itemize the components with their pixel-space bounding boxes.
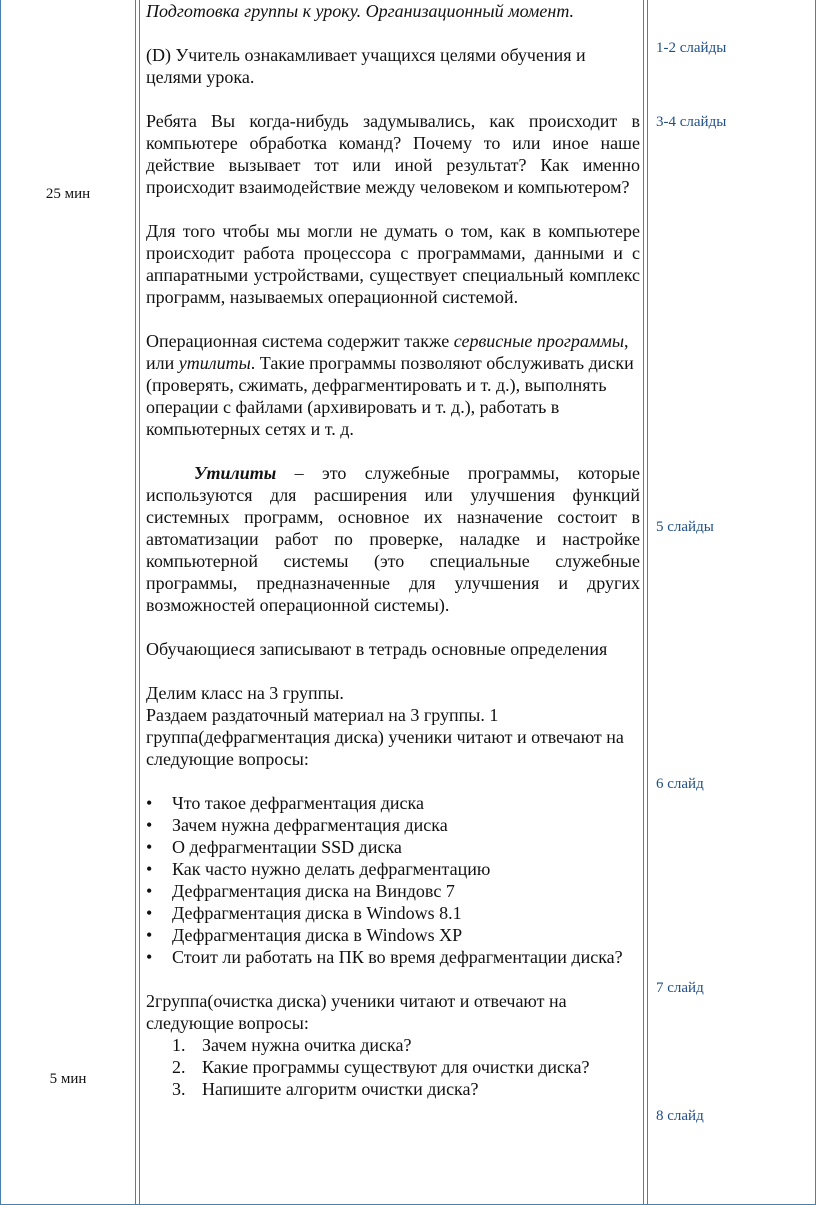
slide-ref: 5 слайды [656, 519, 714, 535]
slide-ref: 3-4 слайды [656, 114, 727, 130]
list-item: • Зачем нужна дефрагментация диска [146, 814, 640, 836]
table-border-left [0, 0, 1, 1205]
list-item: • Стоит ли работать на ПК во время дефрагментации диска? [146, 946, 640, 968]
group1-question-list [146, 792, 640, 968]
groups-line: Делим класс на 3 группы. [146, 683, 344, 703]
slide-ref: 7 слайд [656, 980, 704, 996]
questions-paragraph: Ребята Вы когда-нибудь задумывались, как происходит в компьютере обработка команд? Почему то или иное наше действие вызывает тот или иной результат? Как именно происходит взаимодействие между человеком и компьютером? [146, 111, 640, 197]
service-programs-paragraph: Операционная система содержит также сервисные программы, или утилиты. Такие программы позволяют обслуживать диски (проверять, сжимать, дефрагментировать и т. д.), выполнять операции с файлами (архивировать и т. д.), работать в компьютерных сетях и т. д. [146, 331, 634, 439]
notebook-paragraph: Обучающиеся записывают в тетрадь основные определения [146, 639, 608, 659]
table-border-col1 [135, 0, 140, 1205]
group2-question-list [146, 1034, 640, 1100]
slide-ref: 8 слайд [656, 1108, 704, 1124]
time-cell: 5 мин [49, 1071, 87, 1087]
list-item: • Дефрагментация диска в Windows XP [146, 924, 640, 946]
utilities-term: Утилиты [194, 463, 277, 483]
section-heading: Подготовка группы к уроку. Организационный момент. [146, 1, 575, 21]
list-item: 3. Напишите алгоритм очистки диска? [172, 1079, 479, 1099]
goals-paragraph: (D) Учитель ознакамливает учащихся целями обучения и целями урока. [146, 45, 586, 87]
list-item: • Дефрагментация диска в Windows 8.1 [146, 902, 640, 924]
slide-ref: 1-2 слайды [656, 40, 727, 56]
list-item: • Как часто нужно делать дефрагментацию [146, 858, 640, 880]
handout-paragraph: Раздаем раздаточный материал на 3 группы. 1 группа(дефрагментация диска) ученики читают и отвечают на следующие вопросы: [146, 705, 624, 769]
list-item: 2. Какие программы существуют для очистки диска? [172, 1057, 590, 1077]
list-item: • Дефрагментация диска на Виндовс 7 [146, 880, 640, 902]
os-paragraph: Для того чтобы мы могли не думать о том, как в компьютере происходит работа процессора с программами, данными и с аппаратными устройствами, существует специальный комплекс программ, называемых операционной системой. [146, 221, 640, 307]
utilities-definition: Утилиты – это служебные программы, которые используются для расширения или улучшения функций системных программ, основное их назначение состоит в автоматизации работ по проверке, наладке и настройке компьютерной системы (это специальные служебные программы, предназначенные для улучшения и других возможностей операционной системы). [146, 463, 640, 615]
time-cell: 25 мин [45, 186, 91, 202]
group2-intro: 2группа(очистка диска) ученики читают и отвечают на следующие вопросы: [146, 991, 567, 1033]
list-item: • О дефрагментации SSD диска [146, 836, 640, 858]
lesson-content [146, 0, 640, 1100]
list-item: 1. Зачем нужна очитка диска? [172, 1035, 412, 1055]
slide-ref: 6 слайд [656, 776, 704, 792]
list-item: • Что такое дефрагментация диска [146, 792, 640, 814]
table-border-col2 [643, 0, 648, 1205]
